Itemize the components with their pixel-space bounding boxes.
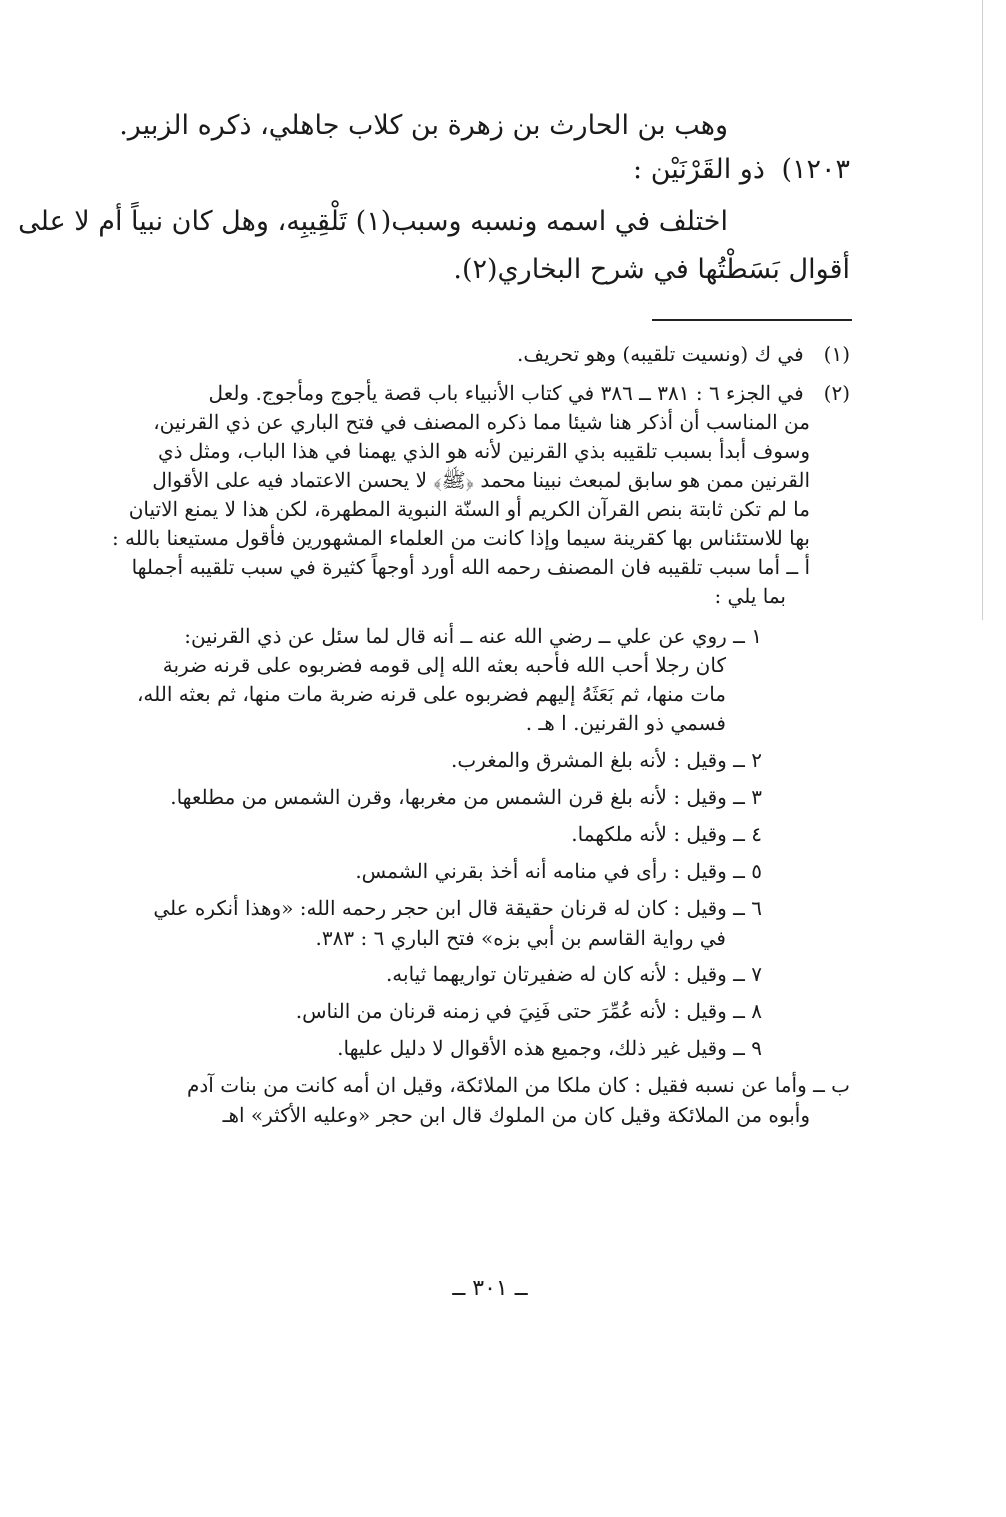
footnote-2-item: ٢ ــ وقيل : لأنه بلغ المشرق والمغرب.: [451, 748, 762, 772]
footnote-2-line: من المناسب أن أذكر هنا شيئا مما ذكره المصنف في فتح الباري عن ذي القرنين،: [153, 410, 810, 434]
page-number: ــ ٣٠١ ــ: [452, 1276, 528, 1301]
footnote-2-line: أ ــ أما سبب تلقيبه فان المصنف رحمه الله أورد أوجهاً كثيرة في سبب تلقيبه أجملها: [131, 555, 810, 579]
main-line-3: اختلف في اسمه ونسبه وسبب(١) تَلْقِيبِه، وهل كان نبياً أم لا على: [18, 206, 728, 237]
entry-number: ١٢٠٣): [781, 154, 850, 185]
footnote-2-item: ١ ــ روي عن علي ــ رضي الله عنه ــ أنه قال لما سئل عن ذي القرنين:: [184, 624, 762, 648]
footnote-2-item: مات منها، ثم بَعَثَهُ إليهم فضربوه على قرنه ضربة مات منها، ثم بعثه الله،: [136, 682, 726, 706]
footnote-2-item: ٨ ــ وقيل : لأنه عُمِّرَ حتى فَنِيَ في زمنه قرنان من الناس.: [295, 999, 762, 1023]
footnote-divider: [652, 319, 852, 321]
footnote-2-item: ٣ ــ وقيل : لأنه بلغ قرن الشمس من مغربها، وقرن الشمس من مطلعها.: [170, 785, 762, 809]
footnote-2-item: فسمي ذو القرنين. ا هـ .: [525, 711, 726, 735]
entry-heading: ذو القَرْنَيْن :: [633, 154, 765, 185]
main-body: [18, 104, 850, 292]
footnote-2-number: (٢): [823, 381, 850, 405]
footnote-2-item: في رواية القاسم بن أبي بزه» فتح الباري ٦ : ٣٨٣.: [315, 926, 726, 950]
footnote-2-line: في الجزء ٦ : ٣٨١ ــ ٣٨٦ في كتاب الأنبياء باب قصة يأجوج ومأجوج. ولعل: [208, 381, 804, 405]
footnote-2-tail: وأبوه من الملائكة وقيل كان من الملوك قال ابن حجر «وعليه الأكثر» اهـ: [222, 1103, 810, 1127]
main-line-1: وهب بن الحارث بن زهرة بن كلاب جاهلي، ذكره الزبير.: [119, 110, 728, 141]
footnote-2-item: ٥ ــ وقيل : رأى في منامه أنه أخذ بقرني الشمس.: [355, 859, 762, 883]
footnote-1-text: في ك (ونسيت تلقيبه) وهو تحريف.: [517, 342, 804, 366]
footnote-2-line: بها للاستئناس بها كقرينة سيما وإذا كانت من العلماء المشهورين فأقول مستيعنا بالله :: [111, 526, 810, 550]
footnote-2-line: ما لم تكن ثابتة بنص القرآن الكريم أو السنّة النبوية المطهرة، لكن هذا لا يمنع الاتيان: [128, 497, 810, 521]
footnote-2-item: ٩ ــ وقيل غير ذلك، وجميع هذه الأقوال لا دليل عليها.: [337, 1036, 762, 1060]
entry-heading-line: [130, 148, 850, 192]
page-edge-line: [982, 0, 983, 620]
footnote-2-item: ٤ ــ وقيل : لأنه ملكهما.: [571, 822, 762, 846]
footnote-2-line: بما يلي :: [714, 584, 786, 608]
footnote-1-number: (١): [823, 342, 850, 366]
footnote-2-item: كان رجلا أحب الله فأحبه بعثه الله إلى قومه فضربوه على قرنه ضربة: [162, 653, 726, 677]
footnote-2-tail: ب ــ وأما عن نسبه فقيل : كان ملكا من الملائكة، وقيل ان أمه كانت من بنات آدم: [187, 1073, 850, 1097]
footnote-2-line: القرنين ممن هو سابق لمبعث نبينا محمد ﴿ﷺ﴾ لا يحسن الاعتماد فيه على الأقوال: [152, 468, 810, 492]
footnote-2-item: ٦ ــ وقيل : كان له قرنان حقيقة قال ابن حجر رحمه الله: «وهذا أنكره علي: [153, 896, 762, 920]
footnote-1: [130, 339, 850, 369]
footnote-2-line: وسوف أبدأ بسبب تلقيبه بذي القرنين لأنه هو الذي يهمنا في هذا الباب، ومثل ذي: [157, 439, 810, 463]
footnote-2-item: ٧ ــ وقيل : لأنه كان له ضفيرتان تواريهما ثيابه.: [385, 962, 762, 986]
footnote-2: [111, 378, 850, 1130]
main-line-4: أقوال بَسَطْتُها في شرح البخاري(٢).: [453, 254, 850, 285]
